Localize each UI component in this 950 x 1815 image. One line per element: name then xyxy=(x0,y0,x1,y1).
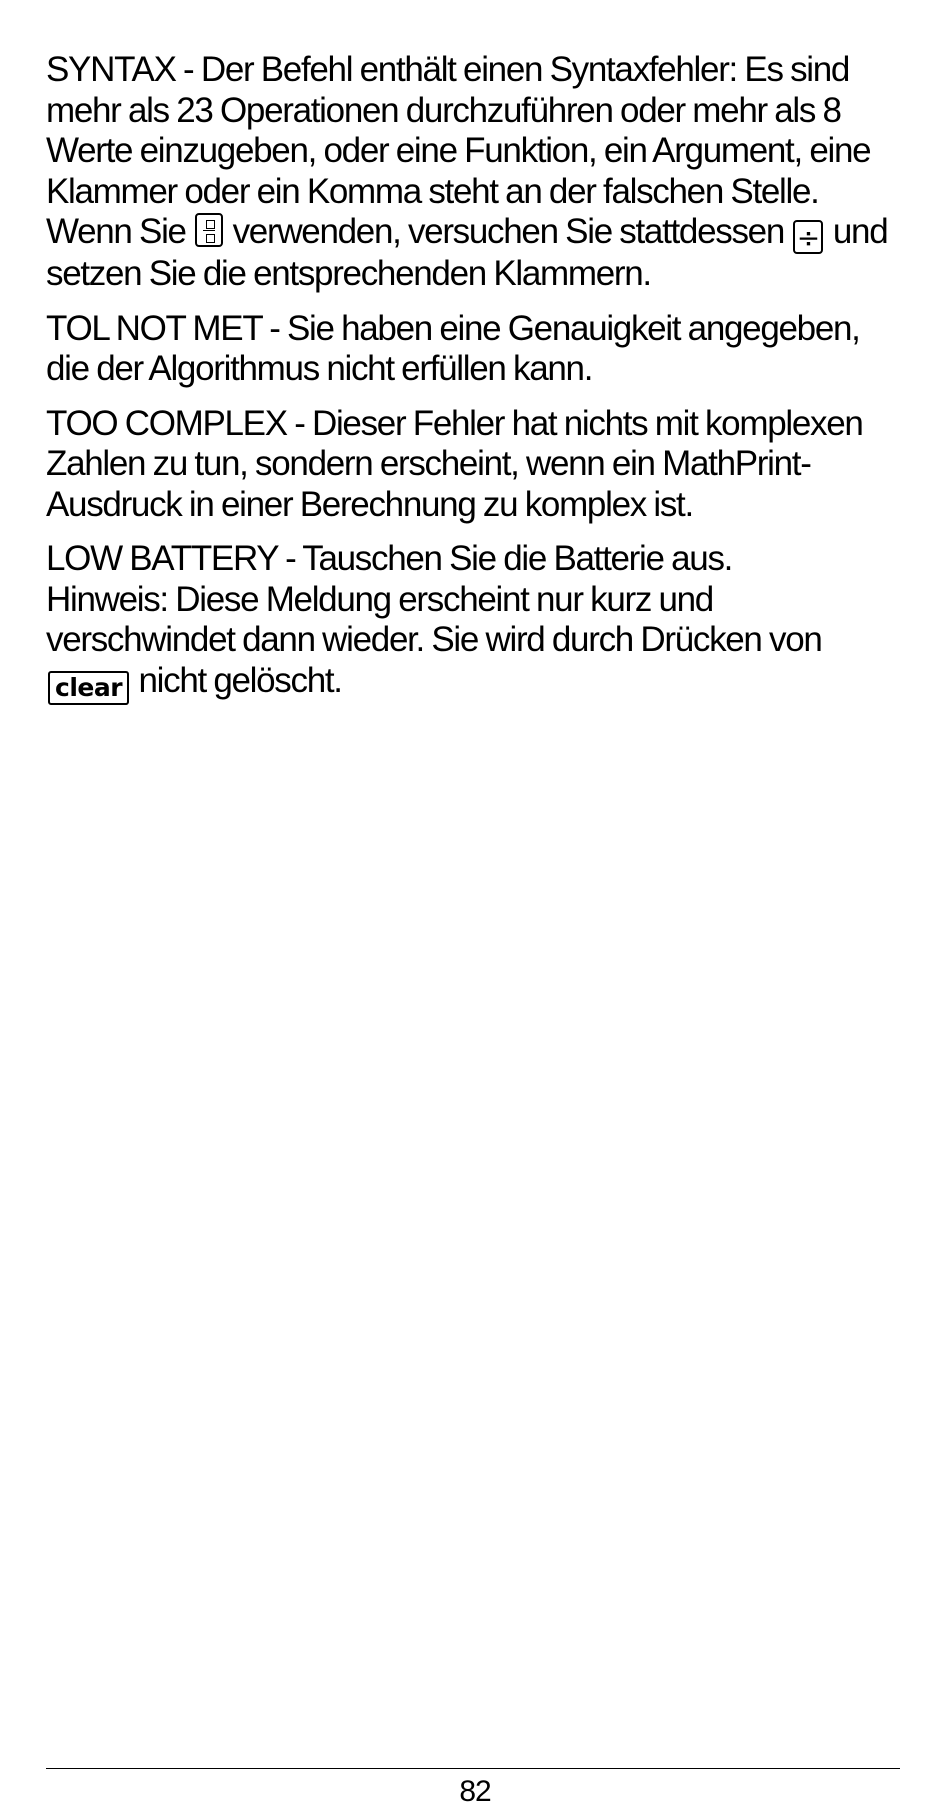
tol-not-met-paragraph: TOL NOT MET - Sie haben eine Genauigkeit angegeben, die der Algorithmus nicht erfüllen kann. xyxy=(46,308,860,388)
clear-key-icon: clear xyxy=(48,671,129,705)
low-battery-paragraph: LOW BATTERY - Tauschen Sie die Batterie aus. xyxy=(46,539,733,578)
fraction-key-icon xyxy=(195,213,223,247)
page-content xyxy=(46,50,906,719)
syntax-text-part1: SYNTAX - Der Befehl enthält einen Syntaxfehler: Es sind mehr als 23 Operationen durchzuführen oder mehr als 8 Werte einzugeben, oder eine Funktion, ein Argument, eine Klammer oder ein Komma steht an der falschen Stelle. Wenn Sie xyxy=(46,50,871,251)
syntax-text-part2: verwenden, versuchen Sie stattdessen xyxy=(232,212,784,251)
syntax-error-paragraph xyxy=(46,50,906,295)
page-number: 82 xyxy=(459,1775,491,1808)
note-text-part1: Hinweis: Diese Meldung erscheint nur kurz und verschwindet dann wieder. Sie wird durch Drücken von xyxy=(46,579,822,659)
too-complex-paragraph: TOO COMPLEX - Dieser Fehler hat nichts mit komplexen Zahlen zu tun, sondern erscheint, wenn ein MathPrint-Ausdruck in einer Berechnung zu komplex ist. xyxy=(46,403,863,524)
divide-key-icon: ÷ xyxy=(793,220,823,254)
syntax-text-part3: und setzen Sie die entsprechenden Klammern. xyxy=(46,212,888,293)
footer-divider xyxy=(46,1768,900,1769)
note-text-part2: nicht gelöscht. xyxy=(138,660,342,700)
low-battery-note xyxy=(46,580,906,705)
